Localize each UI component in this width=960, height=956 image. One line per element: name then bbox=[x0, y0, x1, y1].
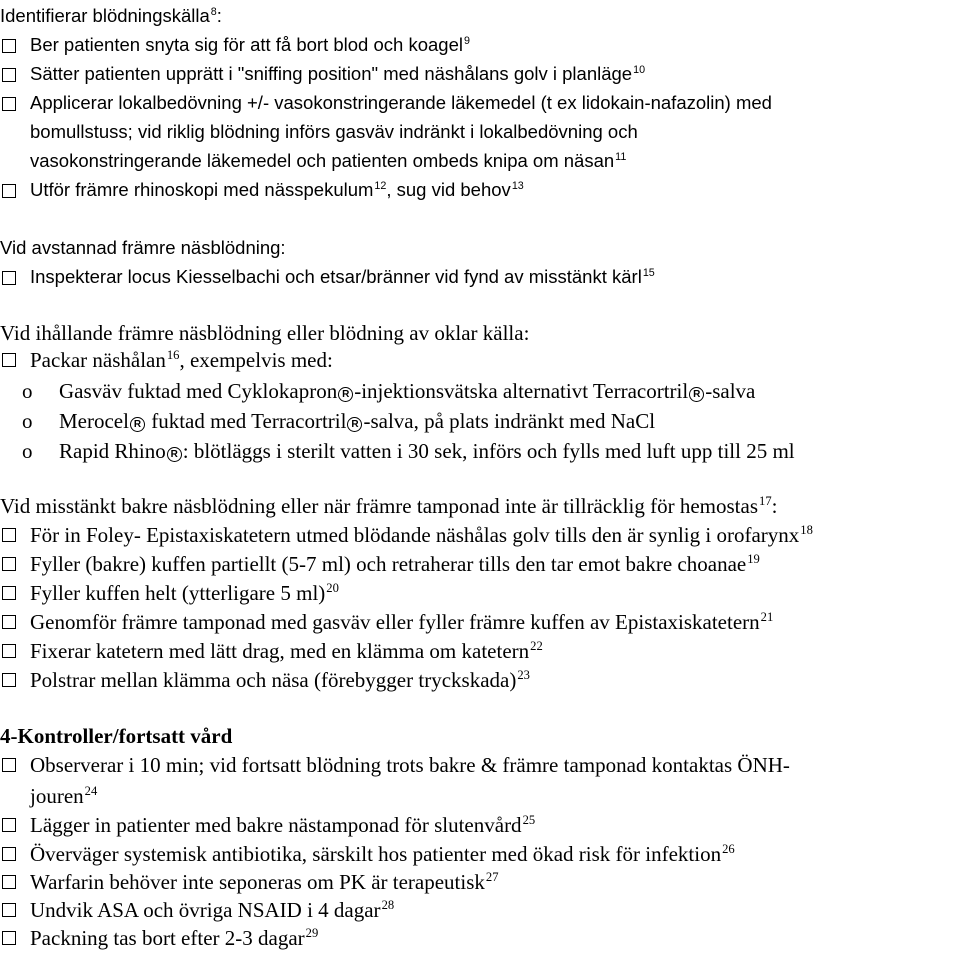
registered-trademark-icon: R bbox=[167, 447, 182, 462]
checkbox[interactable] bbox=[2, 615, 16, 629]
checkbox[interactable] bbox=[2, 528, 16, 542]
checkbox[interactable] bbox=[2, 673, 16, 687]
checkbox[interactable] bbox=[2, 39, 16, 53]
checkbox[interactable] bbox=[2, 586, 16, 600]
bullet: o bbox=[22, 379, 33, 403]
checkbox[interactable] bbox=[2, 875, 16, 889]
checklist-item-continuation: bomullstuss; vid riklig blödning införs gasväv indränkt i lokalbedövning och bbox=[30, 121, 638, 142]
registered-trademark-icon: R bbox=[338, 387, 353, 402]
checkbox[interactable] bbox=[2, 353, 16, 367]
registered-trademark-icon: R bbox=[689, 387, 704, 402]
checkbox[interactable] bbox=[2, 271, 16, 285]
checkbox[interactable] bbox=[2, 68, 16, 82]
checklist-item-continuation: vasokonstringerande läkemedel och patienten ombeds knipa om näsan$^{11}$ bbox=[30, 150, 627, 171]
checkbox[interactable] bbox=[2, 644, 16, 658]
checkbox[interactable] bbox=[2, 97, 16, 111]
checkbox[interactable] bbox=[2, 557, 16, 571]
checkbox[interactable] bbox=[2, 931, 16, 945]
bullet: o bbox=[22, 409, 33, 433]
section-heading-control: 4-Kontroller/fortsatt vård bbox=[0, 724, 233, 748]
checkbox[interactable] bbox=[2, 184, 16, 198]
registered-trademark-icon: R bbox=[130, 417, 145, 432]
checklist-item-continuation: jouren$^{24}$ bbox=[30, 784, 98, 808]
section-heading-persistent: Vid ihållande främre näsblödning eller blödning av oklar källa: bbox=[0, 321, 530, 345]
bullet: o bbox=[22, 439, 33, 463]
section-heading-posterior: Vid misstänkt bakre näsblödning eller när främre tamponad inte är tillräcklig för hemostas$^{17}$: bbox=[0, 494, 778, 518]
checkbox[interactable] bbox=[2, 818, 16, 832]
section-heading-identify: Identifierar blödningskälla$^8$: bbox=[0, 5, 222, 26]
registered-trademark-icon: R bbox=[347, 417, 362, 432]
checkbox[interactable] bbox=[2, 847, 16, 861]
checkbox[interactable] bbox=[2, 903, 16, 917]
checkbox[interactable] bbox=[2, 758, 16, 772]
section-heading-stopped: Vid avstannad främre näsblödning: bbox=[0, 237, 286, 258]
